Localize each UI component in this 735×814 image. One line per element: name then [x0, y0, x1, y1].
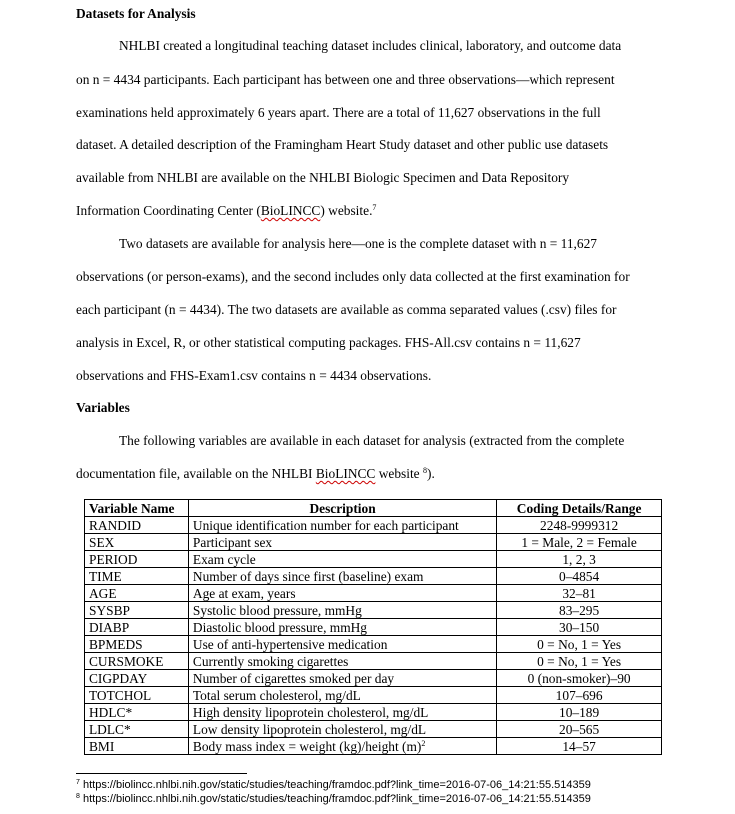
table-row — [85, 687, 662, 704]
coding-range-text: 32–81 — [562, 585, 596, 601]
coding-range-cell — [497, 704, 662, 721]
variable-name-cell — [85, 619, 189, 636]
description-text: Number of cigarettes smoked per day — [192, 670, 395, 686]
description-text: Low density lipoprotein cholesterol, mg/dL — [192, 721, 427, 737]
table-row — [85, 568, 662, 585]
coding-range-cell — [497, 602, 662, 619]
description-text: Systolic blood pressure, mmHg — [192, 602, 362, 618]
footnote-url[interactable]: https://biolincc.nhlbi.nih.gov/static/studies/teaching/framdoc.pdf?link_time=2016-07-06_14:21:55.514359 — [82, 793, 591, 805]
footnote-8 — [76, 793, 591, 805]
coding-range-text: 1, 2, 3 — [562, 551, 596, 567]
para3-last-line — [76, 466, 435, 482]
description-text: Number of days since first (baseline) exam — [192, 568, 424, 584]
coding-range-text: 2248-9999312 — [540, 517, 619, 533]
variable-name-text: LDLC* — [89, 721, 131, 737]
coding-range-cell — [497, 687, 662, 704]
coding-range-cell — [497, 636, 662, 653]
para2-line: Two datasets are available for analysis here—one is the complete dataset with n = 11,627 — [119, 236, 597, 251]
description-cell — [188, 670, 496, 687]
variable-name-text: PERIOD — [89, 551, 138, 567]
variable-name-cell — [85, 602, 189, 619]
text: documentation file, available on the NHLBI — [76, 466, 316, 481]
variable-name-cell — [85, 568, 189, 585]
variable-name-cell — [85, 687, 189, 704]
table-row — [85, 534, 662, 551]
para2-line: observations and FHS-Exam1.csv contains n = 4434 observations. — [76, 368, 432, 383]
coding-range-cell — [497, 670, 662, 687]
para2-line: analysis in Excel, R, or other statistical computing packages. FHS-All.csv contains n = 11,627 — [76, 335, 581, 350]
description-cell — [188, 585, 496, 602]
variable-name-cell — [85, 653, 189, 670]
table-row — [85, 517, 662, 534]
variable-name-text: RANDID — [89, 517, 142, 533]
description-cell — [188, 568, 496, 585]
table-row — [85, 721, 662, 738]
coding-range-cell — [497, 721, 662, 738]
variable-name-cell — [85, 534, 189, 551]
coding-range-text: 10–189 — [559, 704, 600, 720]
description-cell — [188, 517, 496, 534]
para1-line: examinations held approximately 6 years apart. There are a total of 11,627 observations in the full — [76, 105, 601, 120]
table-row — [85, 551, 662, 568]
description-cell — [188, 721, 496, 738]
variable-name-text: HDLC* — [89, 704, 133, 720]
description-cell — [188, 551, 496, 568]
para2-line: each participant (n = 4434). The two datasets are available as comma separated values (.csv) files for — [76, 302, 617, 317]
coding-range-text: 20–565 — [559, 721, 600, 737]
coding-range-text: 0 = No, 1 = Yes — [537, 636, 622, 652]
variable-name-cell — [85, 704, 189, 721]
description-cell — [188, 738, 496, 755]
coding-range-text: 14–57 — [562, 738, 596, 754]
table-row — [85, 653, 662, 670]
variable-name-cell — [85, 670, 189, 687]
description-text: Use of anti-hypertensive medication — [192, 636, 388, 652]
variable-name-cell — [85, 721, 189, 738]
description-text: Total serum cholesterol, mg/dL — [192, 687, 361, 703]
table-header-row — [85, 500, 662, 517]
variable-name-cell — [85, 636, 189, 653]
header-variable-name: Variable Name — [85, 500, 189, 517]
variables-table — [84, 499, 662, 755]
coding-range-text: 107–696 — [555, 687, 603, 703]
description-cell — [188, 602, 496, 619]
variable-name-text: SYSBP — [89, 602, 130, 618]
coding-range-cell — [497, 551, 662, 568]
variable-name-text: SEX — [89, 534, 115, 550]
table-row — [85, 670, 662, 687]
coding-range-text: 0–4854 — [559, 568, 600, 584]
description-cell — [188, 704, 496, 721]
footnote-7 — [76, 779, 591, 791]
footnote-number: 7 — [76, 779, 80, 786]
description-text: Diastolic blood pressure, mmHg — [192, 619, 367, 635]
text: ) website. — [320, 203, 373, 218]
coding-range-cell — [497, 585, 662, 602]
coding-range-cell — [497, 738, 662, 755]
footnote-number: 8 — [76, 793, 80, 800]
description-cell — [188, 534, 496, 551]
table-row — [85, 738, 662, 755]
variable-name-cell — [85, 738, 189, 755]
footnote-ref-7[interactable]: 7 — [372, 203, 377, 212]
variable-name-text: BPMEDS — [89, 636, 143, 652]
superscript: 2 — [421, 738, 426, 748]
coding-range-cell — [497, 534, 662, 551]
variable-name-cell — [85, 551, 189, 568]
para1-line: dataset. A detailed description of the Framingham Heart Study dataset and other public use datasets — [76, 137, 609, 152]
table-row — [85, 585, 662, 602]
coding-range-text: 30–150 — [559, 619, 600, 635]
variable-name-text: TIME — [89, 568, 122, 584]
text: Information Coordinating Center ( — [76, 203, 261, 218]
text: ). — [426, 466, 435, 481]
para2-line: observations (or person-exams), and the second includes only data collected at the first examination for — [76, 269, 630, 284]
footnote-url[interactable]: https://biolincc.nhlbi.nih.gov/static/studies/teaching/framdoc.pdf?link_time=2016-07-06_14:21:55.514359 — [82, 779, 591, 791]
variable-name-text: AGE — [89, 585, 117, 601]
footnote-ref-8[interactable]: 8 — [422, 466, 427, 475]
coding-range-cell — [497, 653, 662, 670]
coding-range-text: 0 = No, 1 = Yes — [537, 653, 622, 669]
description-cell — [188, 636, 496, 653]
coding-range-cell — [497, 619, 662, 636]
description-text: Unique identification number for each participant — [192, 517, 459, 533]
variable-name-text: CIGPDAY — [89, 670, 148, 686]
para1-line: on n = 4434 participants. Each participant has between one and three observations—which represent — [76, 72, 615, 87]
description-cell — [188, 653, 496, 670]
coding-range-text: 83–295 — [559, 602, 600, 618]
variable-name-text: CURSMOKE — [89, 653, 164, 669]
description-cell — [188, 619, 496, 636]
description-text: Participant sex — [192, 534, 273, 550]
header-coding: Coding Details/Range — [497, 500, 662, 517]
variable-name-text: BMI — [89, 738, 115, 754]
table-row — [85, 602, 662, 619]
coding-range-cell — [497, 517, 662, 534]
coding-range-text: 1 = Male, 2 = Female — [521, 534, 637, 550]
table-row — [85, 704, 662, 721]
description-text: High density lipoprotein cholesterol, mg/dL — [192, 704, 429, 720]
header-description: Description — [188, 500, 496, 517]
para1-line: available from NHLBI are available on the NHLBI Biologic Specimen and Data Repository — [76, 170, 570, 185]
description-text: Age at exam, years — [192, 585, 296, 601]
variable-name-text: DIABP — [89, 619, 130, 635]
biolincc-text: BioLINCC — [260, 203, 321, 218]
description-text: Body mass index = weight (kg)/height (m) — [192, 738, 422, 754]
heading-datasets: Datasets for Analysis — [76, 6, 196, 21]
coding-range-text: 0 (non-smoker)–90 — [527, 670, 631, 686]
para1-last-line — [76, 203, 376, 219]
para1-line: NHLBI created a longitudinal teaching dataset includes clinical, laboratory, and outcome data — [119, 38, 622, 53]
description-text: Exam cycle — [192, 551, 256, 567]
variable-name-cell — [85, 517, 189, 534]
description-cell — [188, 687, 496, 704]
footnote-separator — [76, 773, 247, 774]
text: website — [375, 466, 423, 481]
heading-variables: Variables — [76, 400, 130, 415]
table-row — [85, 636, 662, 653]
para3-line: The following variables are available in each dataset for analysis (extracted from the complete — [119, 433, 625, 448]
coding-range-cell — [497, 568, 662, 585]
description-text: Currently smoking cigarettes — [192, 653, 349, 669]
variable-name-text: TOTCHOL — [89, 687, 152, 703]
variable-name-cell — [85, 585, 189, 602]
table-row — [85, 619, 662, 636]
biolincc-text: BioLINCC — [315, 466, 376, 481]
